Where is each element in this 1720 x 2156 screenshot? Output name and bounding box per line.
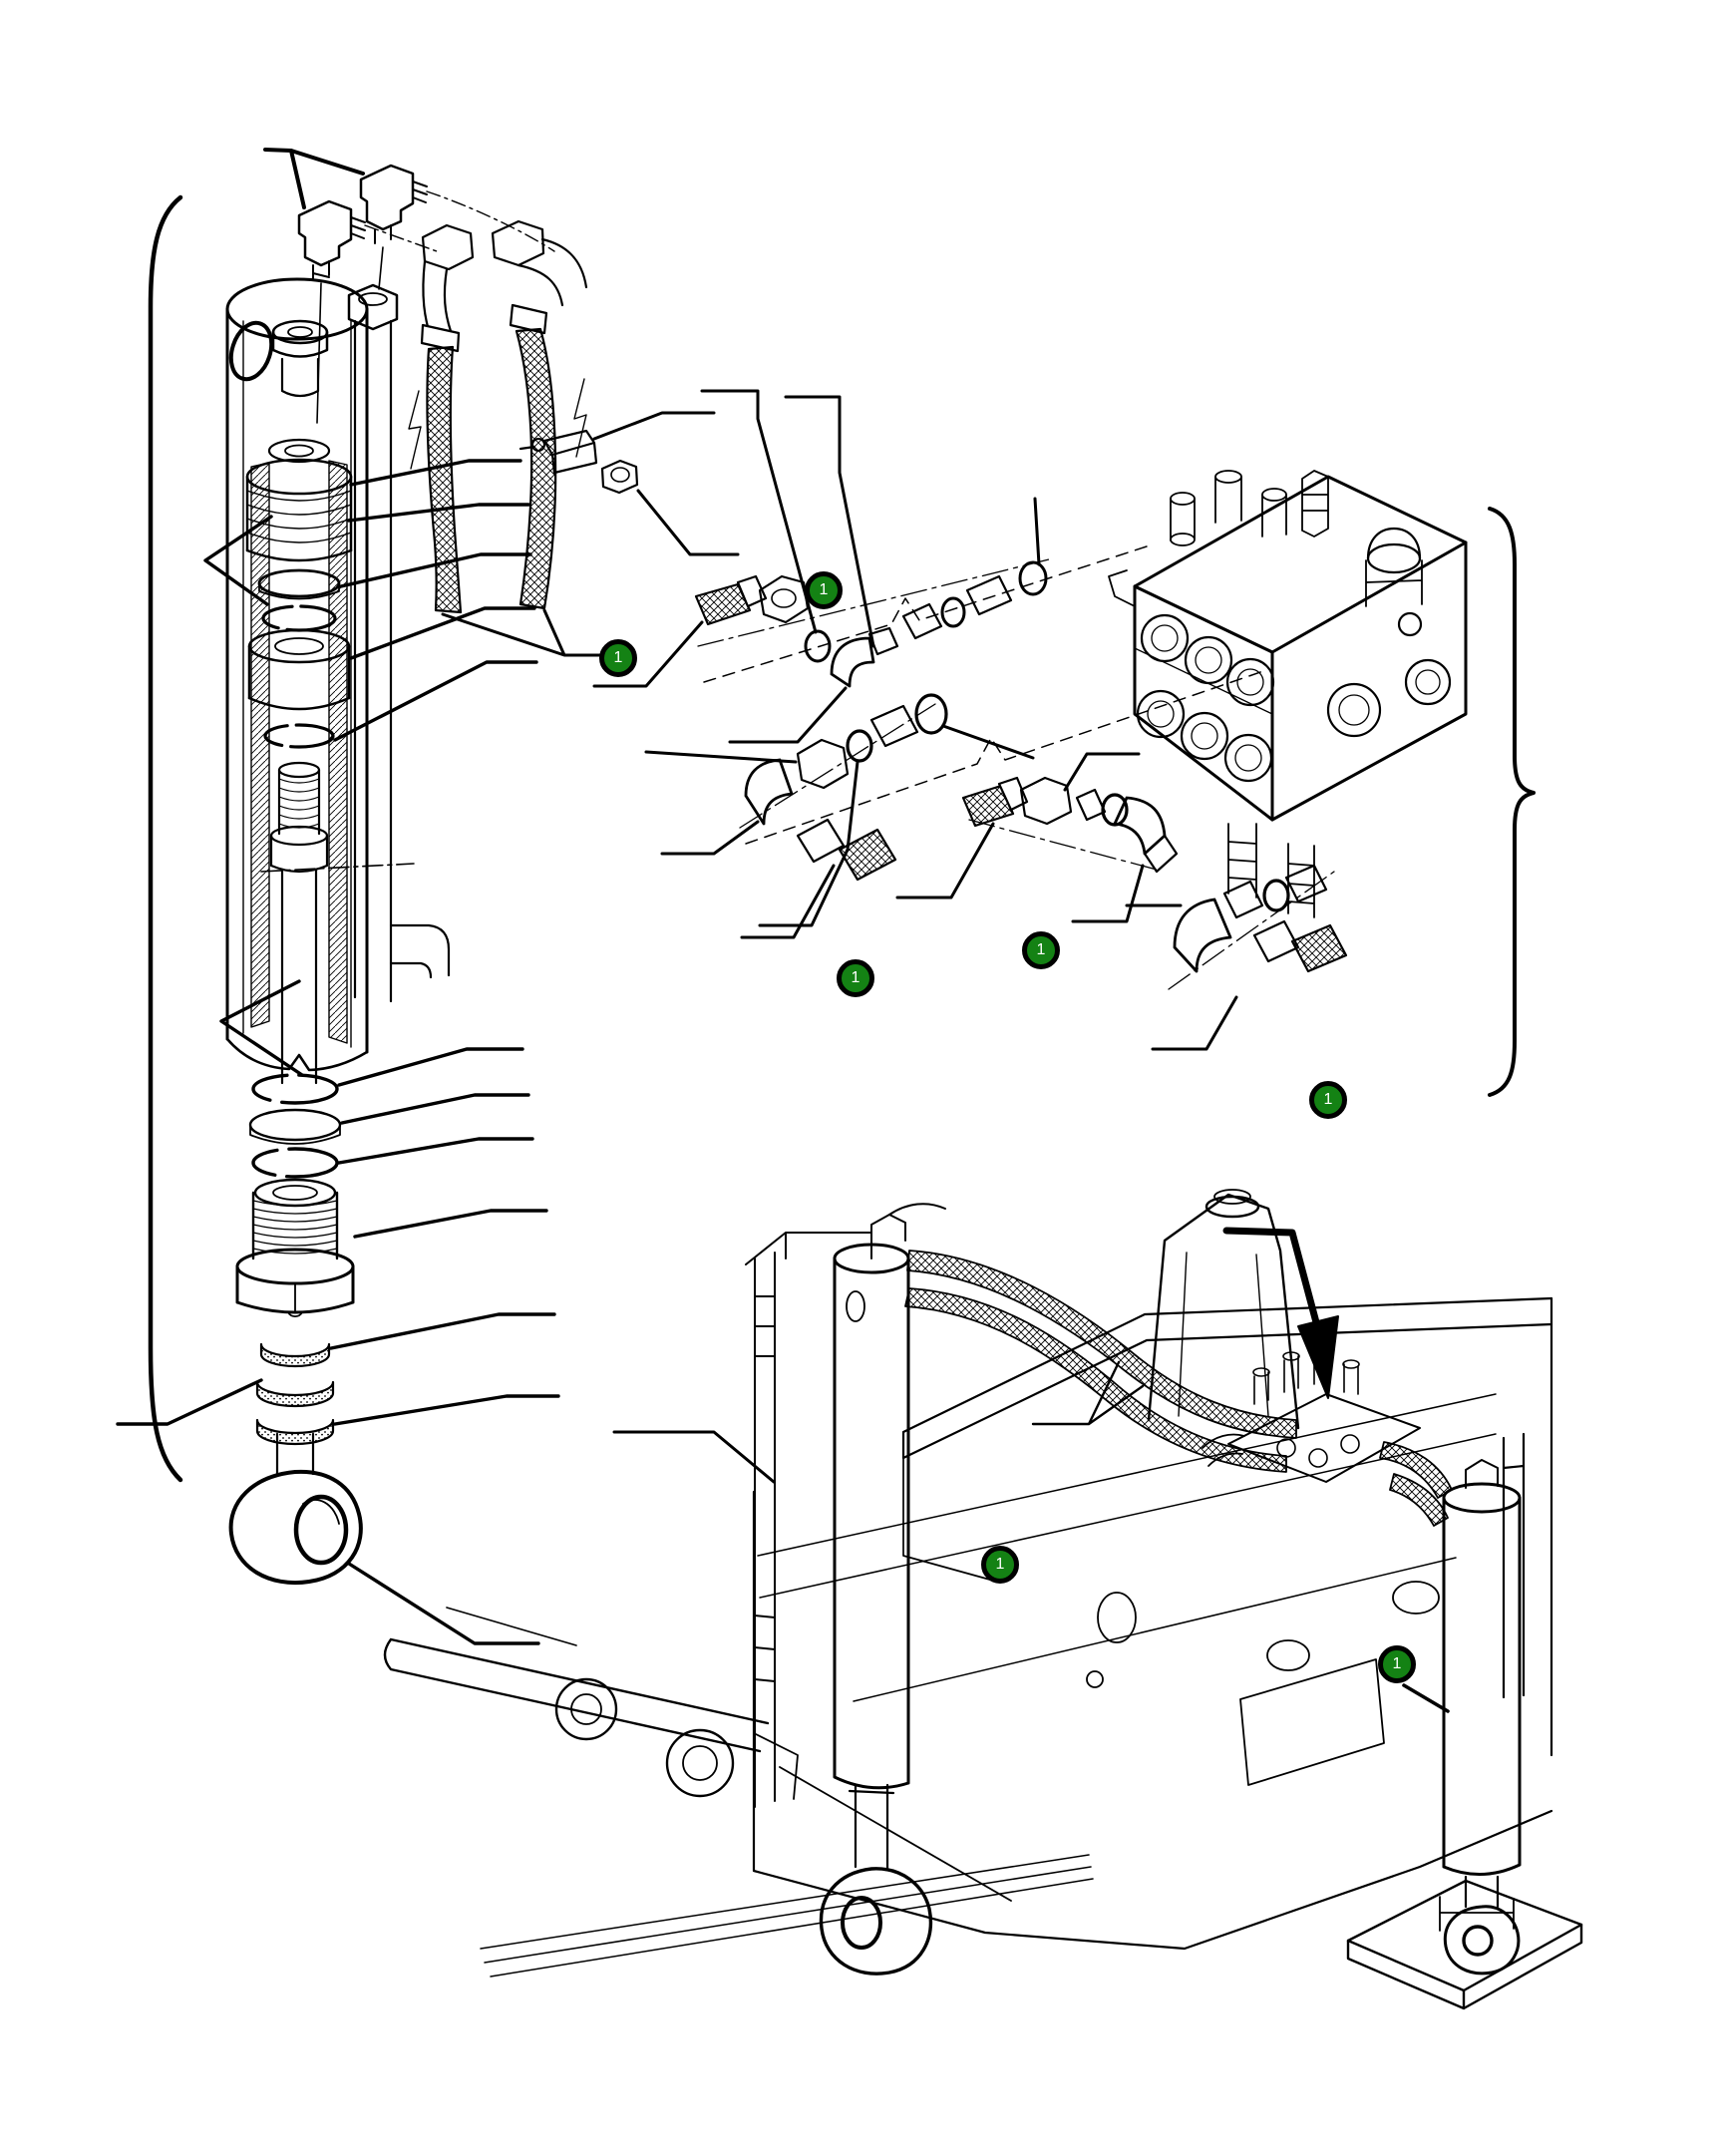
part-callout-2[interactable]: 1 (599, 639, 637, 677)
fitting-group-d (1127, 866, 1346, 1049)
control-valve-illustration (1109, 471, 1466, 917)
fitting-group-c (897, 754, 1177, 921)
part-callout-3[interactable]: 1 (837, 959, 874, 997)
hose-fittings-illustration (594, 391, 1346, 1049)
fitting-group-a (594, 391, 1053, 742)
cylinder-hoses (409, 221, 738, 655)
machine-assembly-illustration (385, 1190, 1581, 2008)
left-stabilizer-cylinder (821, 1204, 945, 1974)
left-bracket (151, 197, 180, 1480)
part-callout-4[interactable]: 1 (1022, 931, 1060, 969)
exploded-cylinder-illustration (118, 150, 738, 1643)
right-brace (1490, 509, 1534, 1095)
part-callout-7[interactable]: 1 (1378, 1645, 1416, 1683)
part-callout-5[interactable]: 1 (1309, 1081, 1347, 1119)
part-callout-6[interactable]: 1 (981, 1546, 1019, 1584)
part-callout-1[interactable]: 1 (805, 571, 843, 609)
